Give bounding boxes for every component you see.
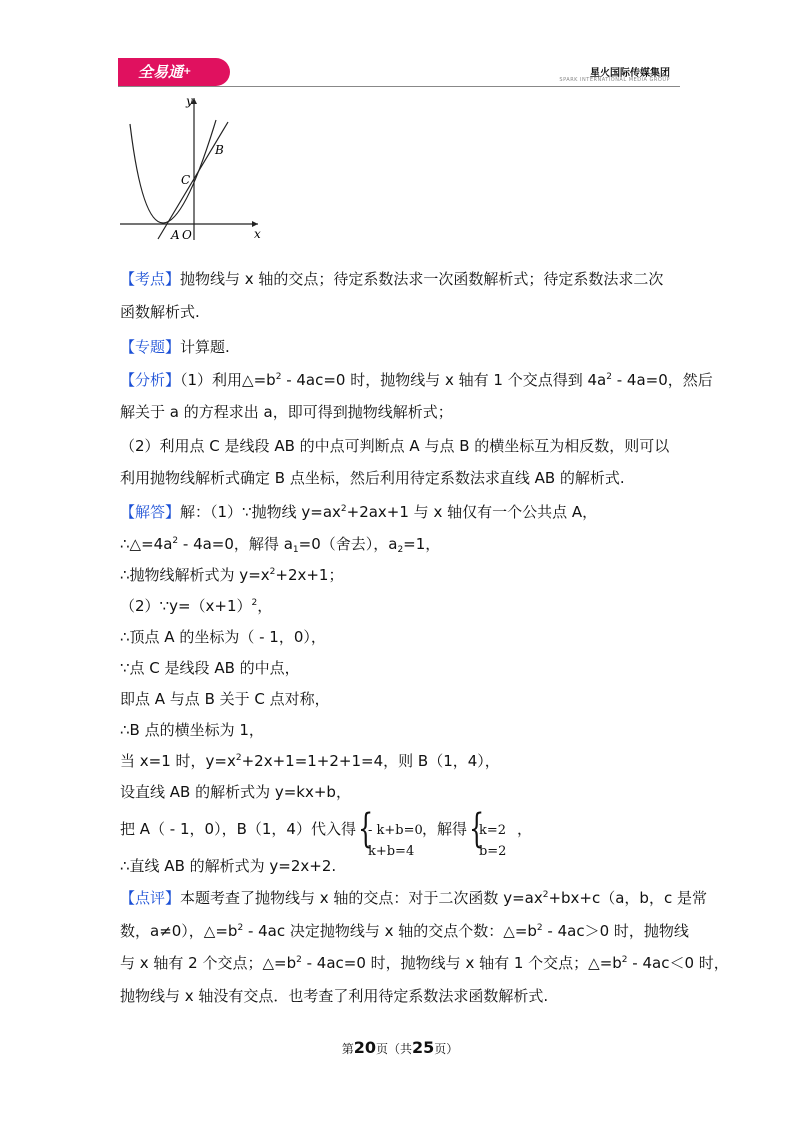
dp1-b: +bx+c（a，b，c 是常 — [548, 889, 707, 907]
kaodian-text: 抛物线与 x 轴的交点；待定系数法求一次函数解析式；待定系数法求二次 — [180, 270, 664, 288]
dp2-c: - 4ac＞0 时，抛物线 — [542, 922, 689, 940]
superscript: 2 — [296, 955, 302, 965]
parabola-curve — [130, 120, 216, 223]
brand-logo — [118, 58, 230, 86]
eq2-row-1: k=2 — [478, 822, 507, 838]
dp1-a: 本题考查了抛物线与 x 轴的交点：对于二次函数 y=ax — [180, 889, 543, 907]
jieda-line — [120, 501, 597, 522]
superscript: 2 — [275, 372, 282, 382]
fenxi-text-b: - 4ac=0 时，抛物线与 x 轴有 1 个交点得到 4a — [281, 371, 607, 389]
total-pages: 25 — [412, 1038, 435, 1057]
dianping-line-1 — [120, 887, 707, 908]
dp3-b: - 4ac=0 时，抛物线与 x 轴有 1 个交点；△=b — [301, 954, 622, 972]
step-7: ∴B 点的横坐标为 1， — [120, 721, 264, 739]
footer-post: 页） — [434, 1042, 459, 1056]
step-10 — [120, 805, 532, 859]
equation-system-2 — [468, 805, 515, 859]
step-1-d: =1， — [403, 535, 441, 553]
label-c: C — [181, 173, 191, 187]
fenxi-line-1 — [120, 369, 713, 390]
superscript: 2 — [237, 923, 244, 933]
superscript: 2 — [536, 923, 543, 933]
step-6: 即点 A 与点 B 关于 C 点对称， — [120, 690, 330, 708]
step-8 — [120, 750, 500, 771]
header-divider — [118, 86, 680, 87]
step-2 — [120, 564, 343, 585]
step-8-a: 当 x=1 时，y=x — [120, 752, 236, 770]
label-b: B — [215, 143, 224, 157]
jieda-text-a: 解：（1）∵抛物线 y=ax — [180, 503, 341, 521]
step-10-b: ，解得 — [421, 820, 467, 838]
superscript: 2 — [542, 890, 549, 900]
step-5: ∵点 C 是线段 AB 的中点， — [120, 659, 300, 677]
company-name-en: SPARK INTERNATIONAL MEDIA GROUP — [559, 77, 670, 83]
kaodian-line-1 — [120, 268, 663, 289]
jieda-text-b: +2ax+1 与 x 轴仅有一个公共点 A， — [346, 503, 598, 521]
line-ab — [158, 122, 228, 239]
step-9: 设直线 AB 的解析式为 y=kx+b， — [120, 783, 351, 801]
label-y: y — [186, 94, 193, 108]
brace: { — [357, 805, 374, 852]
logo-plus: + — [183, 66, 192, 77]
step-10-c: ， — [516, 820, 532, 838]
footer-pre: 第 — [341, 1042, 354, 1056]
step-8-b: +2x+1=1+2+1=4，则 B（1，4）， — [241, 752, 500, 770]
dp2-a: 数，a≠0），△=b — [120, 922, 238, 940]
dianping-line-4: 抛物线与 x 轴没有交点．也考查了利用待定系数法求函数解析式. — [120, 987, 549, 1005]
equation-system-1 — [357, 805, 423, 859]
zhuanti-line — [120, 336, 230, 357]
dianping-tag: 【点评】 — [120, 889, 181, 907]
step-4: ∴顶点 A 的坐标为（ - 1，0）， — [120, 628, 326, 646]
step-1-c: =0（舍去），a — [298, 535, 398, 553]
eq1-row-1: - k+b=0 — [367, 822, 423, 838]
step-1-a: ∴△=4a — [120, 535, 173, 553]
step-3 — [120, 595, 272, 616]
fenxi-text-a: （1）利用△=b — [180, 371, 276, 389]
step-3-a: （2）∵y=（x+1） — [120, 597, 252, 615]
superscript: 2 — [269, 567, 276, 577]
zhuanti-text: 计算题. — [180, 338, 230, 356]
label-o: O — [182, 228, 192, 242]
dianping-line-3 — [120, 952, 729, 973]
dp2-b: - 4ac 决定抛物线与 x 轴的交点个数：△=b — [243, 922, 537, 940]
fenxi-tag: 【分析】 — [120, 371, 181, 389]
step-11: ∴直线 AB 的解析式为 y=2x+2. — [120, 857, 337, 875]
label-a: A — [171, 228, 180, 242]
page-header — [118, 56, 680, 92]
step-2-a: ∴抛物线解析式为 y=x — [120, 566, 270, 584]
superscript: 2 — [235, 753, 242, 763]
dianping-line-2 — [120, 920, 689, 941]
subscript: 1 — [292, 545, 299, 555]
kaodian-line-2: 函数解析式. — [120, 303, 200, 321]
label-x: x — [254, 227, 261, 241]
step-1 — [120, 533, 440, 554]
footer-mid: 页（共 — [375, 1042, 412, 1056]
fenxi-line-2: 解关于 a 的方程求出 a，即可得到抛物线解析式； — [120, 403, 453, 421]
step-2-b: +2x+1； — [275, 566, 344, 584]
brace: { — [468, 805, 485, 852]
parabola-graph — [118, 92, 268, 242]
dp3-c: - 4ac＜0 时， — [627, 954, 729, 972]
zhuanti-tag: 【专题】 — [120, 338, 181, 356]
step-3-b: ， — [257, 597, 273, 615]
jieda-tag: 【解答】 — [120, 503, 181, 521]
company-name: 星火国际传媒集团 — [590, 68, 670, 79]
logo-text: 全易通 — [138, 63, 184, 81]
superscript: 2 — [251, 598, 258, 608]
fenxi-line-3: （2）利用点 C 是线段 AB 的中点可判断点 A 与点 B 的横坐标互为相反数，则可以 — [120, 437, 670, 455]
fenxi-text-c: - 4a=0，然后 — [611, 371, 713, 389]
dp3-a: 与 x 轴有 2 个交点；△=b — [120, 954, 297, 972]
superscript: 2 — [172, 536, 179, 546]
superscript: 2 — [340, 504, 347, 514]
superscript: 2 — [621, 955, 628, 965]
page-footer — [0, 1038, 800, 1057]
step-10-a: 把 A（ - 1，0），B（1，4）代入得 — [120, 820, 356, 838]
step-1-b: - 4a=0，解得 a — [178, 535, 293, 553]
kaodian-tag: 【考点】 — [120, 270, 181, 288]
fenxi-line-4: 利用抛物线解析式确定 B 点坐标，然后利用待定系数法求直线 AB 的解析式. — [120, 469, 625, 487]
eq1-row-2: k+b=4 — [367, 843, 415, 859]
eq2-row-2: b=2 — [478, 843, 507, 859]
page-number: 20 — [353, 1038, 376, 1057]
subscript: 2 — [397, 545, 404, 555]
superscript: 2 — [606, 372, 612, 382]
